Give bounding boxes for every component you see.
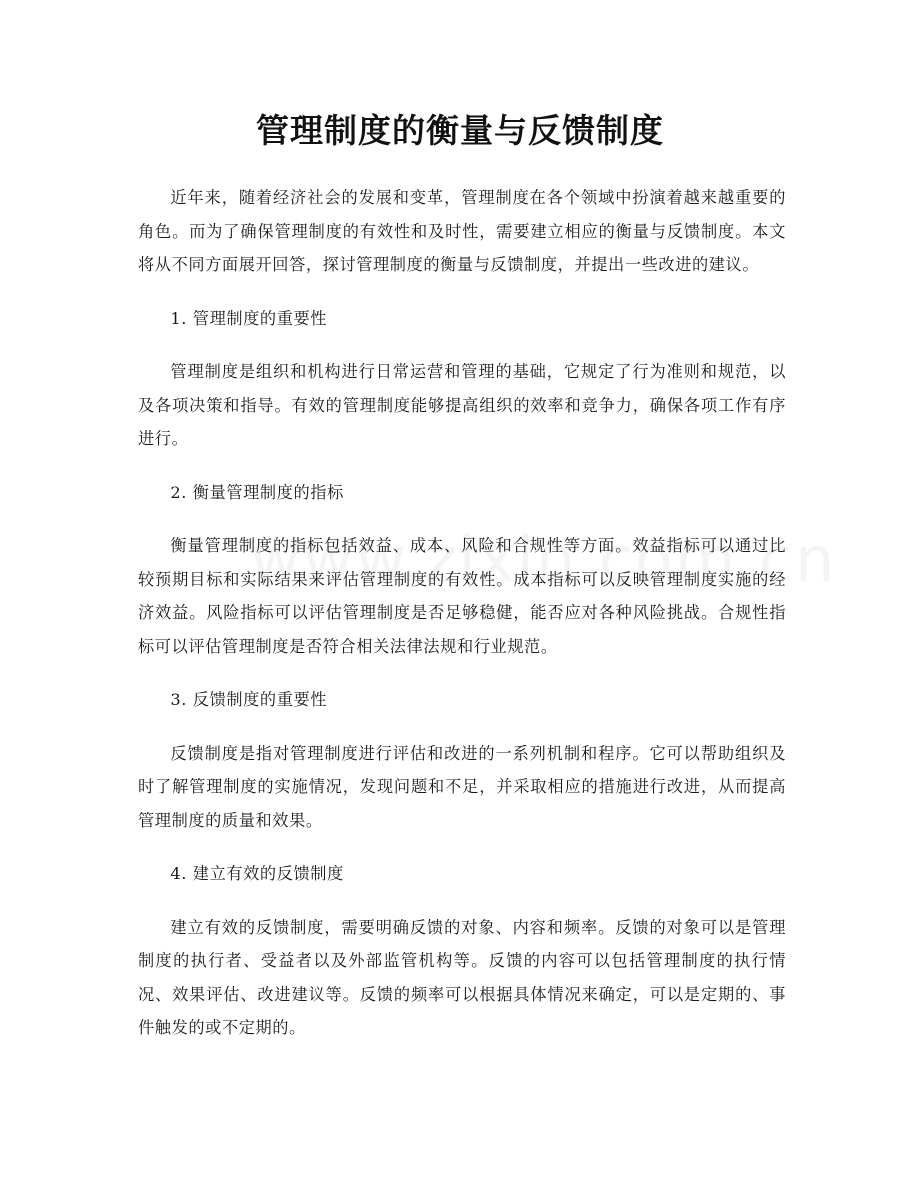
spacer bbox=[138, 456, 786, 476]
section-heading-4: 4. 建立有效的反馈制度 bbox=[170, 864, 344, 883]
document-body bbox=[138, 181, 786, 1045]
spacer bbox=[138, 837, 786, 857]
spacer bbox=[138, 509, 786, 529]
section-body-4: 建立有效的反馈制度，需要明确反馈的对象、内容和频率。反馈的对象可以是管理制度的执行者、受益者以及外部监管机构等。反馈的内容可以包括管理制度的执行情况、效果评估、改进建议等。反馈的频率可以根据具体情况来确定，可以是定期的、事件触发的或不定期的。 bbox=[138, 917, 786, 1037]
section-heading-1: 1. 管理制度的重要性 bbox=[170, 308, 328, 328]
section-heading-2: 2. 衡量管理制度的指标 bbox=[170, 482, 344, 502]
spacer bbox=[138, 891, 786, 911]
spacer bbox=[138, 335, 786, 355]
intro-paragraph: 近年来，随着经济社会的发展和变革，管理制度在各个领域中扮演着越来越重要的角色。而为了确保管理制度的有效性和及时性，需要建立相应的衡量与反馈制度。本文将从不同方面展开回答，探讨管理制度的衡量与反馈制度，并提出一些改进的建议。 bbox=[138, 188, 786, 274]
section-body-3: 反馈制度是指对管理制度进行评估和改进的一系列机制和程序。它可以帮助组织及时了解管理制度的实施情况，发现问题和不足，并采取相应的措施进行改进，从而提高管理制度的质量和效果。 bbox=[138, 743, 786, 830]
section-body-2: 衡量管理制度的指标包括效益、成本、风险和合规性等方面。效益指标可以通过比较预期目标和实际结果来评估管理制度的有效性。成本指标可以反映管理制度实施的经济效益。风险指标可以评估管理制度是否足够稳健，能否应对各种风险挑战。合规性指标可以评估管理制度是否符合相关法律法规和行业规范。 bbox=[138, 536, 786, 656]
section-body-1: 管理制度是组织和机构进行日常运营和管理的基础，它规定了行为准则和规范，以及各项决策和指导。有效的管理制度能够提高组织的效率和竞争力，确保各项工作有序进行。 bbox=[138, 362, 786, 448]
section-heading-3: 3. 反馈制度的重要性 bbox=[170, 690, 328, 709]
spacer bbox=[138, 282, 786, 302]
spacer bbox=[138, 663, 786, 683]
page-title: 管理制度的衡量与反馈制度 bbox=[256, 111, 664, 150]
spacer bbox=[138, 717, 786, 737]
